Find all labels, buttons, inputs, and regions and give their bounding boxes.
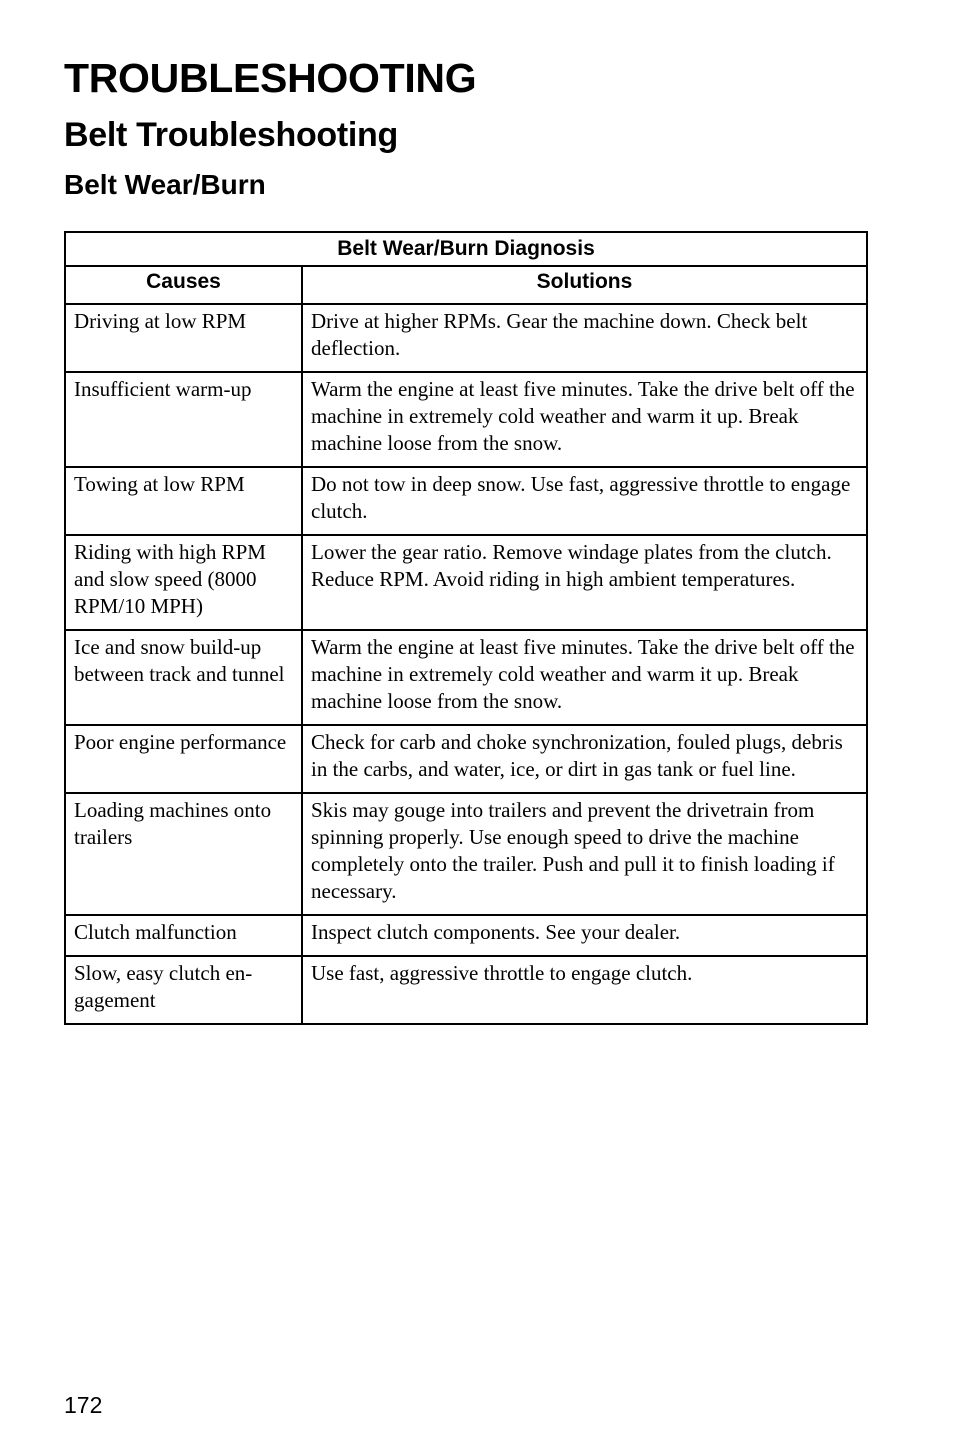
solution-cell: Check for carb and choke synchronization, fouled plugs, debris in the carbs, and water, ice, or dirt in gas tank or fuel line. [302, 725, 867, 793]
subsection-title: Belt Wear/Burn [64, 169, 266, 200]
page-number: 172 [64, 1392, 103, 1418]
table-row [65, 467, 867, 535]
cause-cell: Clutch malfunction [65, 915, 302, 956]
table-row [65, 304, 867, 372]
table-row [65, 793, 867, 915]
solution-cell: Skis may gouge into trailers and prevent the drivetrain from spinning properly. Use enough speed to drive the machine completely onto the trailer. Push and pull it to finish loading if necessary. [302, 793, 867, 915]
diagnosis-table [64, 231, 868, 1025]
table-row [65, 725, 867, 793]
header-solutions: Solutions [302, 266, 867, 304]
solution-cell: Do not tow in deep snow. Use fast, aggressive throttle to engage clutch. [302, 467, 867, 535]
cause-cell: Insufficient warm-up [65, 372, 302, 467]
table-row [65, 956, 867, 1024]
table-row [65, 372, 867, 467]
solution-cell: Use fast, aggressive throttle to engage clutch. [302, 956, 867, 1024]
header-causes: Causes [65, 266, 302, 304]
cause-cell: Slow, easy clutch en-gagement [65, 956, 302, 1024]
table-row [65, 915, 867, 956]
section-title: Belt Troubleshooting [64, 116, 398, 154]
solution-cell: Warm the engine at least five minutes. Take the drive belt off the machine in extremely cold weather and warm it up. Break machine loose from the snow. [302, 372, 867, 467]
cause-cell: Driving at low RPM [65, 304, 302, 372]
solution-cell: Warm the engine at least five minutes. Take the drive belt off the machine in extremely cold weather and warm it up. Break machine loose from the snow. [302, 630, 867, 725]
cause-cell: Ice and snow build-up between track and tunnel [65, 630, 302, 725]
cause-cell: Riding with high RPM and slow speed (8000 RPM/10 MPH) [65, 535, 302, 630]
table-row [65, 535, 867, 630]
solution-cell: Drive at higher RPMs. Gear the machine down. Check belt deflection. [302, 304, 867, 372]
solution-cell: Lower the gear ratio. Remove windage plates from the clutch. Reduce RPM. Avoid riding in high ambient temperatures. [302, 535, 867, 630]
solution-cell: Inspect clutch components. See your dealer. [302, 915, 867, 956]
table-caption-row [65, 232, 867, 266]
cause-cell: Towing at low RPM [65, 467, 302, 535]
table-caption: Belt Wear/Burn Diagnosis [65, 232, 867, 266]
page-title: TROUBLESHOOTING [64, 55, 477, 101]
table-row [65, 630, 867, 725]
cause-cell: Poor engine performance [65, 725, 302, 793]
table-header-row [65, 266, 867, 304]
cause-cell: Loading machines onto trailers [65, 793, 302, 915]
